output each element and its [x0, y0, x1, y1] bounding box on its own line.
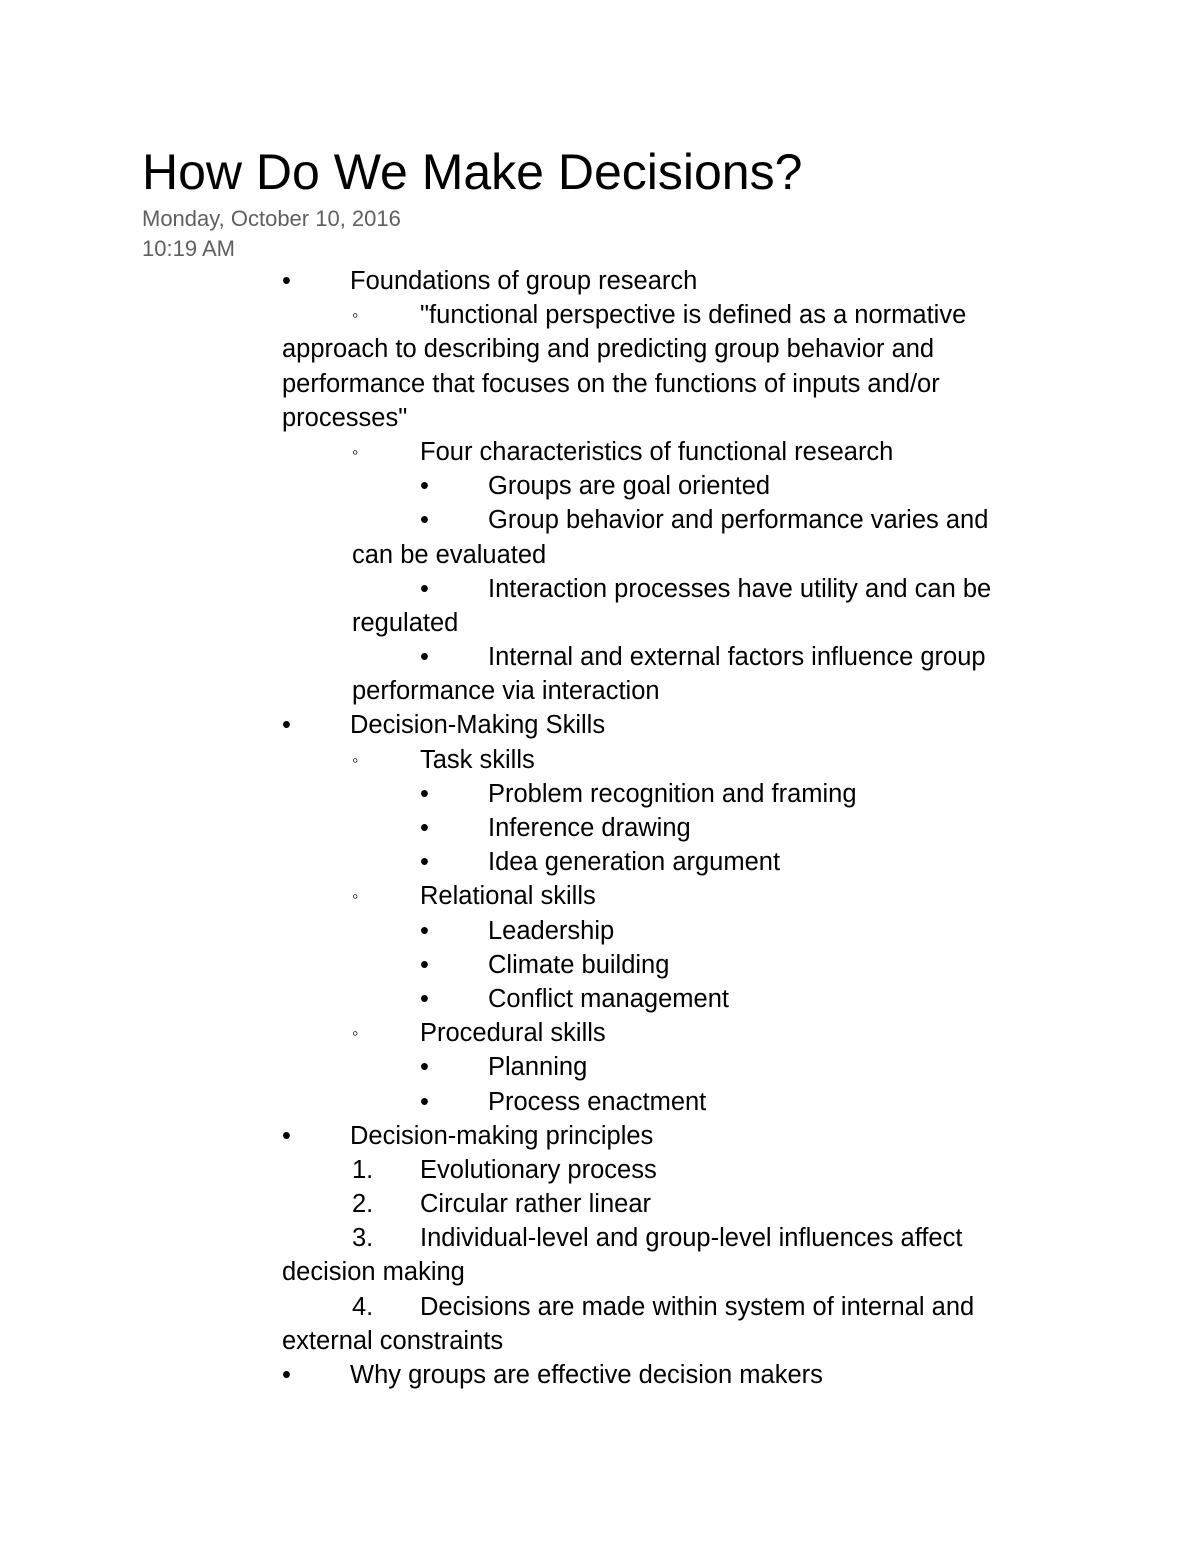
- list-number: 4.: [352, 1292, 374, 1321]
- bullet-icon: •: [282, 267, 291, 295]
- list-number: 3.: [352, 1224, 374, 1253]
- outline-text: Internal and external factors influence group: [488, 643, 986, 672]
- outline-line: [0, 538, 1200, 572]
- bullet-icon: •: [420, 574, 429, 603]
- bullet-icon: •: [420, 984, 429, 1013]
- outline-text: Evolutionary process: [420, 1155, 657, 1184]
- outline-line: [0, 1324, 1200, 1358]
- bullet-icon: ◦: [352, 1023, 359, 1044]
- note-time: 10:19 AM: [142, 236, 235, 261]
- bullet-icon: ◦: [352, 886, 359, 907]
- outline-text: decision making: [282, 1258, 465, 1287]
- bullet-icon: •: [420, 916, 429, 945]
- outline-text: "functional perspective is defined as a normative: [420, 301, 967, 330]
- outline-text: performance that focuses on the functions of inputs and/or: [282, 369, 940, 398]
- outline-line: [0, 743, 1200, 777]
- outline-line: [0, 1358, 1200, 1392]
- outline-line: [0, 264, 1200, 298]
- outline-line: [0, 469, 1200, 503]
- outline-text: Decision-making principles: [350, 1121, 654, 1150]
- outline-line: [0, 606, 1200, 640]
- outline-line: [0, 1016, 1200, 1050]
- bullet-icon: •: [420, 848, 429, 877]
- outline-text: Problem recognition and framing: [488, 779, 857, 808]
- outline-line: [0, 845, 1200, 879]
- bullet-icon: •: [420, 950, 429, 979]
- outline-line: [0, 1187, 1200, 1221]
- outline-text: Idea generation argument: [488, 848, 781, 877]
- outline-line: [0, 811, 1200, 845]
- bullet-icon: •: [282, 1361, 291, 1389]
- outline-text: Relational skills: [420, 882, 596, 911]
- bullet-icon: •: [420, 814, 429, 842]
- outline-line: [0, 674, 1200, 708]
- outline-text: Four characteristics of functional research: [420, 437, 894, 466]
- outline-text: Group behavior and performance varies and: [488, 506, 989, 535]
- outline-line: [0, 1050, 1200, 1084]
- list-number: 2.: [352, 1190, 374, 1219]
- note-title: How Do We Make Decisions?: [142, 144, 803, 200]
- outline-line: [0, 640, 1200, 674]
- outline-line: [0, 367, 1200, 401]
- outline-text: regulated: [352, 608, 459, 637]
- outline-text: Circular rather linear: [420, 1190, 651, 1219]
- outline-text: Interaction processes have utility and can be: [488, 574, 992, 603]
- outline-line: [0, 401, 1200, 435]
- outline-line: [0, 879, 1200, 913]
- outline-text: Process enactment: [488, 1087, 707, 1116]
- bullet-icon: ◦: [352, 305, 359, 326]
- outline-line: [0, 1290, 1200, 1324]
- bullet-icon: ◦: [352, 749, 359, 770]
- outline-line: [0, 572, 1200, 606]
- bullet-icon: ◦: [352, 441, 359, 462]
- outline-text: performance via interaction: [352, 677, 660, 706]
- outline-line: [0, 948, 1200, 982]
- bullet-icon: •: [282, 1121, 291, 1150]
- outline-line: [0, 1085, 1200, 1119]
- outline-text: Individual-level and group-level influences affect: [420, 1224, 963, 1253]
- outline-line: [0, 1221, 1200, 1255]
- outline-text: approach to describing and predicting group behavior and: [282, 335, 935, 364]
- outline-line: [0, 332, 1200, 366]
- outline-text: external constraints: [282, 1326, 504, 1355]
- outline-text: Planning: [488, 1053, 588, 1082]
- outline-line: [0, 1255, 1200, 1289]
- outline-text: can be evaluated: [352, 540, 547, 569]
- outline-line: [0, 708, 1200, 742]
- outline-text: Groups are goal oriented: [488, 472, 771, 501]
- outline-text: Inference drawing: [488, 814, 691, 842]
- outline-text: Decision-Making Skills: [350, 711, 606, 740]
- outline-text: Conflict management: [488, 984, 729, 1013]
- outline-line: [0, 982, 1200, 1016]
- outline-line: [0, 914, 1200, 948]
- outline-line: [0, 298, 1200, 332]
- bullet-icon: •: [420, 779, 429, 808]
- bullet-icon: •: [282, 711, 291, 740]
- outline-text: processes": [282, 403, 408, 432]
- outline-line: [0, 435, 1200, 469]
- bullet-icon: •: [420, 1087, 429, 1116]
- outline-line: [0, 777, 1200, 811]
- outline-text: Procedural skills: [420, 1019, 606, 1048]
- bullet-icon: •: [420, 506, 429, 535]
- bullet-icon: •: [420, 1053, 429, 1082]
- note-date: Monday, October 10, 2016: [142, 206, 401, 231]
- outline-line: [0, 1153, 1200, 1187]
- outline-line: [0, 503, 1200, 537]
- outline-text: Task skills: [420, 745, 535, 774]
- outline-text: Foundations of group research: [350, 267, 698, 295]
- bullet-icon: •: [420, 643, 429, 672]
- outline-line: [0, 1119, 1200, 1153]
- outline-text: Decisions are made within system of internal and: [420, 1292, 975, 1321]
- note-outline: [0, 264, 1200, 1392]
- bullet-icon: •: [420, 472, 429, 501]
- outline-text: Why groups are effective decision makers: [350, 1361, 823, 1389]
- list-number: 1.: [352, 1155, 374, 1184]
- outline-text: Leadership: [488, 916, 615, 945]
- outline-text: Climate building: [488, 950, 670, 979]
